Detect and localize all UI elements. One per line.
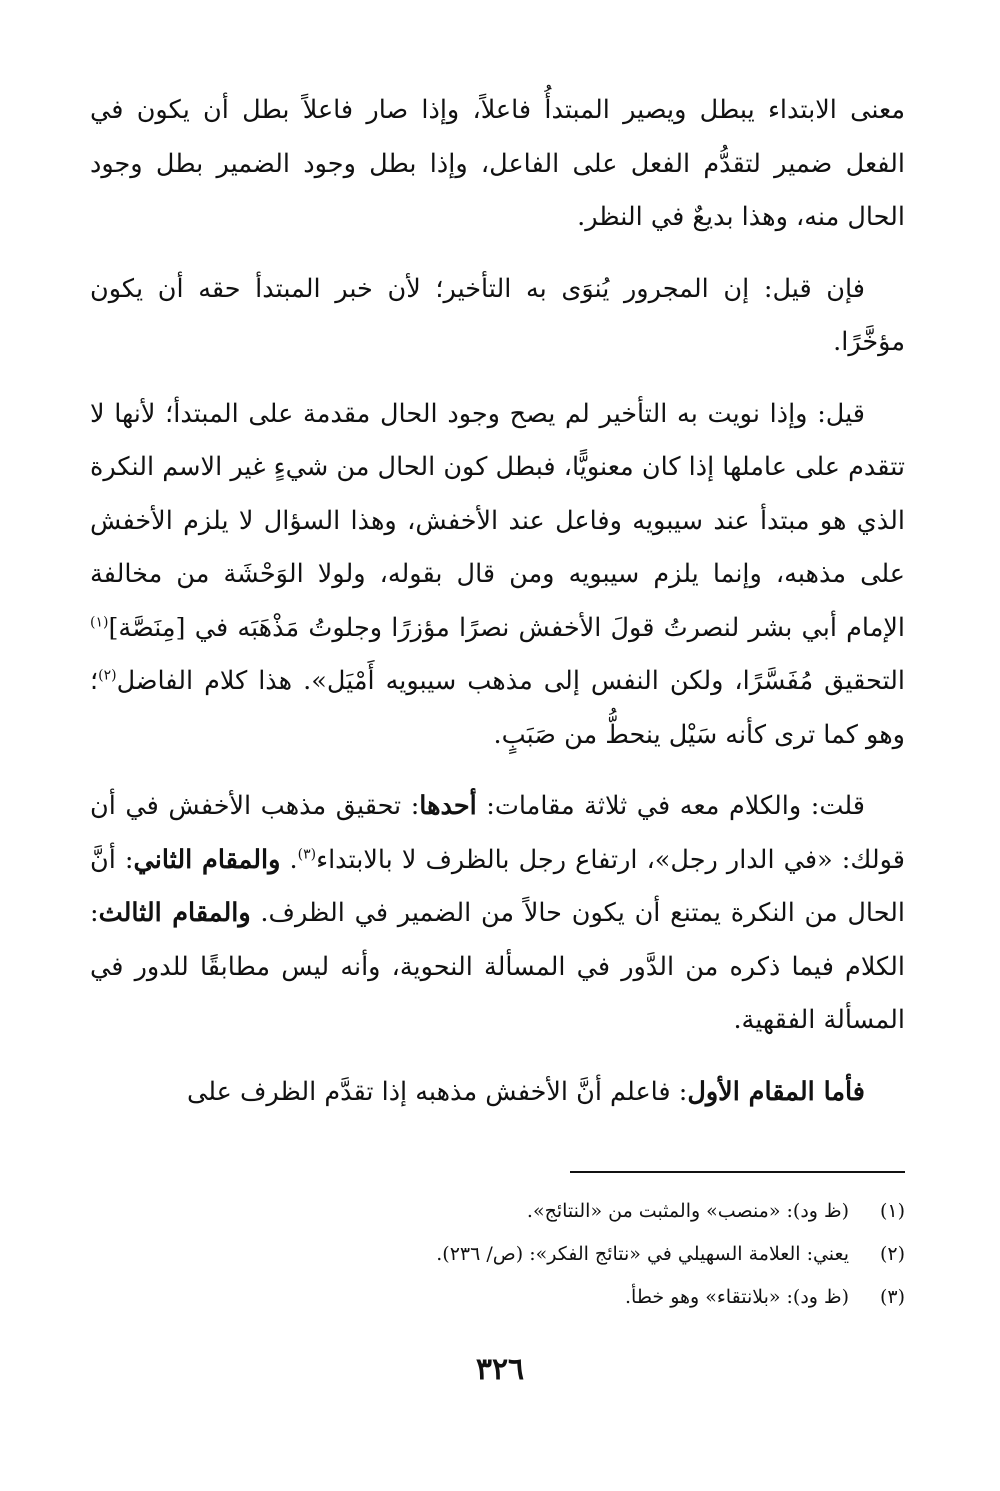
main-text [90,84,905,1137]
footnotes [90,1190,905,1319]
paragraph-4-text-part-4: : أنَّ الحال من النكرة يمتنع أن يكون حالاً من الضمير في الظرف. [90,844,906,928]
paragraph-3-text-part-2: التحقيق مُفَسَّرًا، ولكن النفس إلى مذهب سيبويه أَمْيَل». هذا كلام الفاضل [116,666,905,696]
footnote-ref-3: (٣) [297,846,317,862]
page-number: ٣٢٦ [475,1352,525,1387]
paragraph-4-text-part-1: قلت: والكلام معه في ثلاثة مقامات: [476,791,866,821]
paragraph-3-text-part-3: ؛ وهو كما ترى كأنه سَيْل ينحطُّ من صَبَبٍ. [90,666,905,750]
footnote-2 [90,1233,905,1276]
footnote-divider [570,1171,905,1173]
footnote-ref-2: (٢) [98,667,117,684]
footnote-3 [90,1276,905,1319]
paragraph-2 [90,263,905,370]
footnote-1 [90,1190,905,1233]
paragraph-3 [90,388,905,763]
paragraph-2-text: فإن قيل: إن المجرور يُنوَى به التأخير؛ لأن خبر المبتدأ حقه أن يكون مؤخَّرًا. [90,273,905,357]
footnote-1-text: (ظ ود): «منصب» والمثبت من «النتائج». [526,1200,849,1222]
paragraph-5-bold: فأما المقام الأول [687,1076,865,1107]
paragraph-4-text-part-2: : تحقيق مذهب الأخفش في أن قولك: «في الدار رجل»، ارتفاع رجل بالظرف لا بالابتداء [90,791,905,875]
paragraph-5 [90,1066,905,1120]
footnote-1-number: (١) [879,1200,905,1222]
footnote-2-number: (٢) [879,1243,905,1265]
paragraph-1 [90,84,905,245]
paragraph-4-text-part-3: . [280,844,298,875]
footnote-3-text: (ظ ود): «بلانتقاء» وهو خطأ. [625,1286,849,1308]
paragraph-4-bold-2: والمقام الثاني [133,844,281,875]
paragraph-3-text-part-1: قيل: وإذا نويت به التأخير لم يصح وجود الحال مقدمة على المبتدأ؛ لأنها لا تتقدم على عاملها إذا كان معنويًّا، فبطل كون الحال من شيءٍ غير الاسم النكرة الذي هو مبتدأ عند سيبويه وفاعل عند الأخفش، وهذا السؤال لا يلزم الأخفش على مذهبه، وإنما يلزم سيبويه ومن قال بقوله، ولولا الوَحْشَة من مخالفة الإمام أبي بشر لنصرتُ قولَ الأخفش نصرًا مؤزرًا وجلوتُ مَذْهَبَه في [مِنَصَّة] [90,398,905,643]
paragraph-5-text: : فاعلم أنَّ الأخفش مذهبه إذا تقدَّم الظرف على [186,1076,688,1107]
footnote-ref-1: (١) [90,614,109,630]
paragraph-4-text-part-5: : الكلام فيما ذكره من الدَّور في المسألة النحوية، وأنه ليس مطابقًا للدور في المسألة الفقهية. [90,898,905,1035]
footnote-2-text: يعني: العلامة السهيلي في «نتائج الفكر»: (ص/ ٢٣٦). [436,1243,849,1265]
paragraph-1-text: معنى الابتداء يبطل ويصير المبتدأُ فاعلاً، وإذا صار فاعلاً بطل أن يكون في الفعل ضمير لتقدُّم الفعل على الفاعل، وإذا بطل وجود الضمير بطل وجود الحال منه، وهذا بديعٌ في النظر. [90,95,905,232]
paragraph-4-bold-3: والمقام الثالث [98,898,251,928]
paragraph-4-bold-1: أحدها [419,791,477,821]
paragraph-4 [90,780,905,1048]
footnote-3-number: (٣) [879,1286,905,1308]
